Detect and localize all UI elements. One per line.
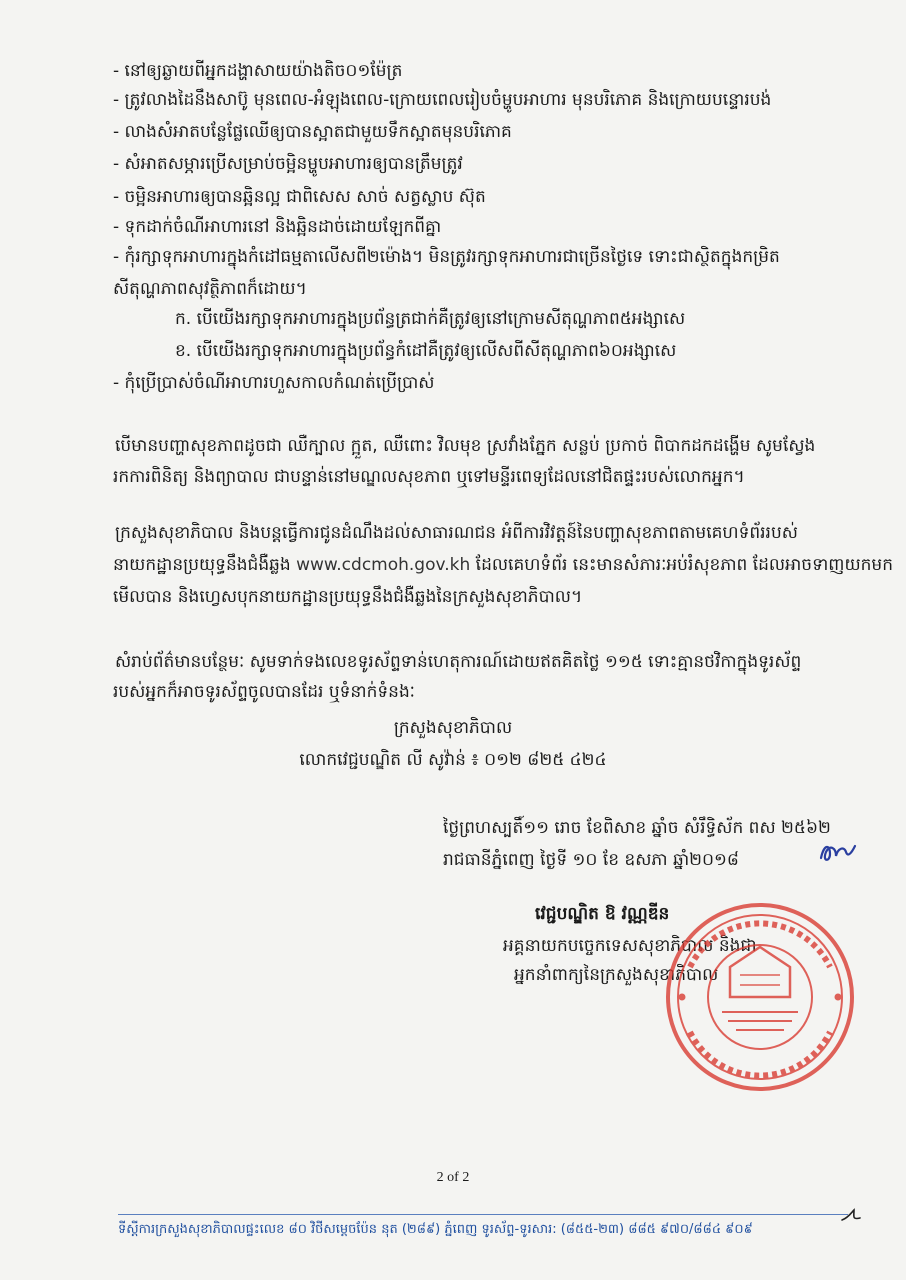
para-ministry-line3: មើលបាន និងហ្វេសបុកនាយកដ្ឋានប្រយុទ្ធនឹងជំងឺឆ្លងនៃក្រសួងសុខាភិបាល។ <box>113 587 583 607</box>
bullet-distance: - នៅឲ្យឆ្ងាយពីអ្នកដង្ហាសាយយ៉ាងតិច០១ម៉ែត្រ <box>113 61 403 81</box>
para-symptoms-line2: រកការពិនិត្យ និងព្យាបាល ជាបន្ទាន់នៅមណ្ឌលសុខភាព ឬទៅមន្ទីរពេទ្យដែលនៅជិតផ្ទះរបស់លោកអ្នក។ <box>113 467 745 487</box>
subitem-hot-storage: ខ. បើយើងរក្សាទុកអាហារក្នុងប្រព័ន្ធកំដៅគឺត្រូវឲ្យលើសពីសីតុណ្ហភាព៦០អង្សាសេ <box>175 341 677 361</box>
bullet-separate-food: - ទុកដាក់ចំណីអាហារនៅ និងឆ្អិនដាច់ដោយឡែកពីគ្នា <box>113 217 442 237</box>
bullet-wash-produce: - លាងសំអាតបន្លែផ្លែឈើឲ្យបានស្អាតជាមួយទឹកស្អាតមុនបរិភោគ <box>113 122 512 142</box>
bullet-storage-time: - កុំរក្សាទុកអាហារក្នុងកំដៅធម្មតាលើសពី២ម៉ោង។ មិនត្រូវរក្សាទុកអាហារជាច្រើនថ្ងៃទេ ទោះជាស្ថិតក្នុងកម្រិត <box>113 247 780 267</box>
official-seal-stamp-icon <box>660 897 860 1097</box>
para-ministry-line2 <box>113 554 893 576</box>
handwritten-initials-icon <box>818 838 858 868</box>
signatory-name: វេជ្ជបណ្ឌិត ឱ វណ្ណឌីន <box>535 904 670 924</box>
subitem-cold-storage: ក. បើយើងរក្សាទុកអាហារក្នុងប្រព័ន្ធត្រជាក់គឺត្រូវឲ្យនៅក្រោមសីតុណ្ហភាព៥អង្សាសេ <box>175 309 686 329</box>
para-ministry-line2-end: ដែលគេហទំព័រ នេះមានសំភារៈអប់រំសុខភាព ដែលអាចទាញយកមក <box>470 555 894 575</box>
footer-divider <box>118 1214 848 1215</box>
bullet-clean-utensils: - សំអាតសម្ភារប្រើសម្រាប់ចម្អិនម្ហូបអាហារឲ្យបានត្រឹមត្រូវ <box>113 154 463 174</box>
contact-org: ក្រសួងសុខាភិបាល <box>393 718 513 738</box>
date-lunar: ថ្ងៃព្រហស្បតិ៍១១ រោច ខែពិសាខ ឆ្នាំច សំរឹទ្ធិស័ក ពស ២៥៦២ <box>443 818 831 838</box>
signatory-title1: អគ្គនាយកបច្ចេកទេសសុខាភិបាល និងជា <box>503 936 757 956</box>
bullet-cook-thoroughly: - ចម្អិនអាហារឲ្យបានឆ្អិនល្អ ជាពិសេស សាច់ សត្វស្លាប ស៊ុត <box>113 187 486 207</box>
para-ministry-line2-start: នាយកដ្ឋានប្រយុទ្ធនឹងជំងឺឆ្លង <box>113 555 297 575</box>
bullet-expiry: - កុំប្រើប្រាស់ចំណីអាហារហួសកាលកំណត់ប្រើប្រាស់ <box>113 373 435 393</box>
signatory-title2: អ្នកនាំពាក្យនៃក្រសួងសុខាភិបាល <box>514 965 719 985</box>
para-hotline-line2: របស់អ្នកក៏អាចទូរស័ព្ទចូលបានដែរ ឬទំនាក់ទំនងៈ <box>113 682 415 702</box>
page-number: 2 of 2 <box>436 1170 470 1185</box>
para-ministry-line1: ក្រសួងសុខាភិបាល និងបន្តធ្វើការជូនដំណឹងដល់សាធារណជន អំពីការវិវត្តន៍នៃបញ្ហាសុខភាពតាមគេហទំព័ររបស់ <box>115 523 798 543</box>
bullet-handwashing: - ត្រូវលាងដៃនឹងសាប៊ូ មុនពេល-អំឡុងពេល-ក្រោយពេលរៀបចំម្ហូបអាហារ មុនបរិភោគ និងក្រោយបន្ទោរបង់ <box>113 90 772 110</box>
date-solar: រាជធានីភ្នំពេញ ថ្ងៃទី ១០ ខែ ឧសភា ឆ្នាំ២០១៨ <box>443 850 739 870</box>
para-symptoms-line1: បើមានបញ្ហាសុខភាពដូចជា ឈឺក្បាល ក្អួត, ឈឺពោះ វិលមុខ ស្រវាំងភ្នែក សន្លប់ ប្រកាច់ ពិបាកដកដង្ហើម សូមស្វែង <box>115 436 816 456</box>
para-hotline-line1: សំរាប់ព័ត៌មានបន្ថែមៈ សូមទាក់ទងលេខទូរស័ព្ទទាន់ហេតុការណ៍ដោយឥតគិតថ្លៃ ១១៥ ទោះគ្មានថវិកាក្នុងទូរស័ព្ទ <box>115 652 802 672</box>
contact-person: លោកវេជ្ជបណ្ឌិត លី សូវ៉ាន់ ៖ ០១២ ៨២៥ ៤២៤ <box>299 750 607 770</box>
website-link[interactable]: www.cdcmoh.gov.kh <box>296 555 471 575</box>
bullet-storage-cont: សីតុណ្ហភាពសុវត្ថិភាពក៏ដោយ។ <box>113 279 307 299</box>
handwritten-mark-icon <box>840 1208 864 1224</box>
footer-address: ទីស្តីការក្រសួងសុខាភិបាលផ្ទះលេខ ៨០ វិថីសម្តេចប៉ែន នុត (២៨៩) ភ្នំពេញ ទូរស័ព្ទ-ទូរសារ: (៨៥៥-២៣) ៨៨៥ ៩៧០/៨៨៤ ៩០៩ <box>118 1222 753 1237</box>
